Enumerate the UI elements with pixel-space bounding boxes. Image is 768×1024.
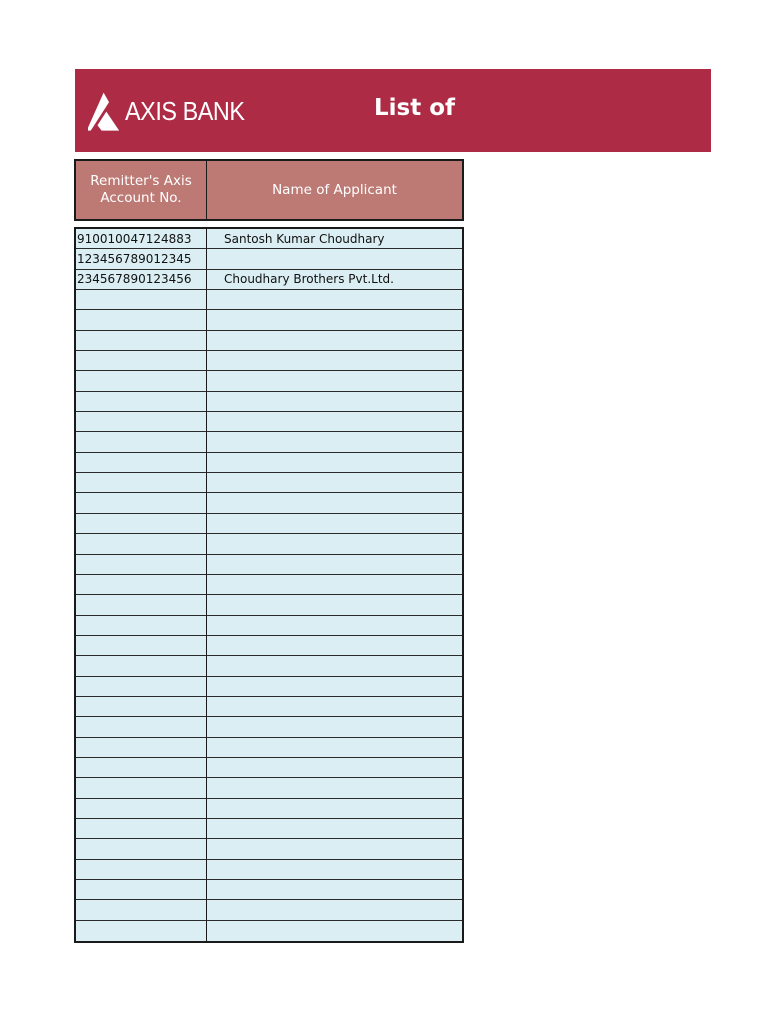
applicant-name-cell[interactable] xyxy=(207,493,462,512)
applicant-name-cell[interactable] xyxy=(207,860,462,879)
applicant-name-cell[interactable] xyxy=(207,555,462,574)
account-number-cell[interactable] xyxy=(76,351,207,370)
header-banner xyxy=(75,69,711,152)
table-row xyxy=(76,412,462,432)
table-row xyxy=(76,514,462,534)
applicant-name-cell[interactable] xyxy=(207,616,462,635)
account-number-cell[interactable] xyxy=(76,900,207,919)
applicant-name-cell[interactable] xyxy=(207,453,462,472)
table-row xyxy=(76,270,462,290)
applicant-table xyxy=(74,227,464,943)
account-number-cell[interactable] xyxy=(76,616,207,635)
table-row xyxy=(76,636,462,656)
axis-logo-icon xyxy=(88,82,119,140)
account-number-cell[interactable]: 123456789012345 xyxy=(76,249,207,268)
applicant-name-cell[interactable] xyxy=(207,575,462,594)
account-number-cell[interactable] xyxy=(76,432,207,451)
table-row xyxy=(76,677,462,697)
account-number-cell[interactable]: 910010047124883 xyxy=(76,229,207,248)
applicant-name-cell[interactable] xyxy=(207,371,462,390)
account-number-cell[interactable] xyxy=(76,758,207,777)
table-row xyxy=(76,371,462,391)
applicant-name-cell[interactable] xyxy=(207,717,462,736)
account-number-cell[interactable] xyxy=(76,799,207,818)
account-number-cell[interactable] xyxy=(76,392,207,411)
axis-bank-logo xyxy=(88,80,258,142)
applicant-name-cell[interactable] xyxy=(207,880,462,899)
applicant-name-cell[interactable]: Choudhary Brothers Pvt.Ltd. xyxy=(224,272,394,287)
table-row xyxy=(76,819,462,839)
applicant-name-cell[interactable] xyxy=(207,778,462,797)
table-row xyxy=(76,493,462,513)
account-number-cell[interactable] xyxy=(76,453,207,472)
applicant-name-cell[interactable] xyxy=(207,310,462,329)
table-row xyxy=(76,778,462,798)
table-row xyxy=(76,453,462,473)
table-row xyxy=(76,697,462,717)
table-row xyxy=(76,758,462,778)
applicant-name-cell[interactable] xyxy=(207,290,462,309)
account-number-cell[interactable] xyxy=(76,860,207,879)
account-number-cell[interactable] xyxy=(76,310,207,329)
table-row xyxy=(76,290,462,310)
table-row xyxy=(76,310,462,330)
account-number-cell[interactable] xyxy=(76,331,207,350)
account-number-cell[interactable] xyxy=(76,738,207,757)
table-row xyxy=(76,392,462,412)
account-number-cell[interactable]: 234567890123456 xyxy=(76,270,207,289)
account-number-cell[interactable] xyxy=(76,921,207,941)
account-number-cell[interactable] xyxy=(76,636,207,655)
table-row xyxy=(76,839,462,859)
account-number-cell[interactable] xyxy=(76,595,207,614)
applicant-name-cell[interactable] xyxy=(207,473,462,492)
applicant-name-cell[interactable] xyxy=(207,738,462,757)
account-number-cell[interactable] xyxy=(76,290,207,309)
account-number-cell[interactable] xyxy=(76,717,207,736)
applicant-name-cell[interactable] xyxy=(207,677,462,696)
applicant-name-cell[interactable] xyxy=(207,249,462,268)
table-row xyxy=(76,432,462,452)
table-row xyxy=(76,799,462,819)
applicant-name-cell[interactable] xyxy=(207,697,462,716)
applicant-name-cell[interactable] xyxy=(207,819,462,838)
table-row xyxy=(76,331,462,351)
table-row xyxy=(76,738,462,758)
account-number-cell[interactable] xyxy=(76,534,207,553)
table-row xyxy=(76,880,462,900)
account-number-cell[interactable] xyxy=(76,697,207,716)
account-number-cell[interactable] xyxy=(76,819,207,838)
applicant-name-cell[interactable]: Santosh Kumar Choudhary xyxy=(224,231,385,246)
applicant-name-cell[interactable] xyxy=(207,636,462,655)
table-row xyxy=(76,575,462,595)
table-row xyxy=(76,717,462,737)
account-number-cell[interactable] xyxy=(76,677,207,696)
table-row xyxy=(76,229,462,249)
table-row xyxy=(76,473,462,493)
column-header-account: Remitter's Axis Account No. xyxy=(76,161,207,219)
account-number-cell[interactable] xyxy=(76,839,207,858)
applicant-name-cell[interactable] xyxy=(207,331,462,350)
applicant-name-cell[interactable] xyxy=(207,351,462,370)
account-number-cell[interactable] xyxy=(76,555,207,574)
table-row xyxy=(76,900,462,920)
table-row xyxy=(76,656,462,676)
applicant-name-cell[interactable] xyxy=(207,412,462,431)
account-number-cell[interactable] xyxy=(76,656,207,675)
account-number-cell[interactable] xyxy=(76,575,207,594)
account-number-cell[interactable] xyxy=(76,493,207,512)
applicant-name-cell[interactable] xyxy=(207,758,462,777)
applicant-name-cell[interactable] xyxy=(207,514,462,533)
table-row xyxy=(76,555,462,575)
account-number-cell[interactable] xyxy=(76,412,207,431)
brand-name: AXIS BANK xyxy=(125,95,245,126)
applicant-name-cell[interactable] xyxy=(207,534,462,553)
account-number-cell[interactable] xyxy=(76,880,207,899)
table-row xyxy=(76,534,462,554)
applicant-name-cell[interactable] xyxy=(207,900,462,919)
table-header xyxy=(74,159,464,221)
column-header-applicant: Name of Applicant xyxy=(272,181,397,198)
applicant-name-cell[interactable] xyxy=(207,921,462,941)
applicant-name-cell[interactable] xyxy=(207,799,462,818)
applicant-name-cell[interactable] xyxy=(207,432,462,451)
account-number-cell[interactable] xyxy=(76,514,207,533)
account-number-cell[interactable] xyxy=(76,473,207,492)
applicant-name-cell[interactable] xyxy=(207,839,462,858)
applicant-name-cell[interactable] xyxy=(207,656,462,675)
table-row xyxy=(76,616,462,636)
table-row xyxy=(76,249,462,269)
applicant-name-cell[interactable] xyxy=(207,392,462,411)
table-row xyxy=(76,595,462,615)
applicant-name-cell[interactable] xyxy=(207,595,462,614)
account-number-cell[interactable] xyxy=(76,371,207,390)
page-title: List of xyxy=(374,95,456,121)
table-row xyxy=(76,860,462,880)
account-number-cell[interactable] xyxy=(76,778,207,797)
table-row xyxy=(76,351,462,371)
table-row xyxy=(76,921,462,941)
